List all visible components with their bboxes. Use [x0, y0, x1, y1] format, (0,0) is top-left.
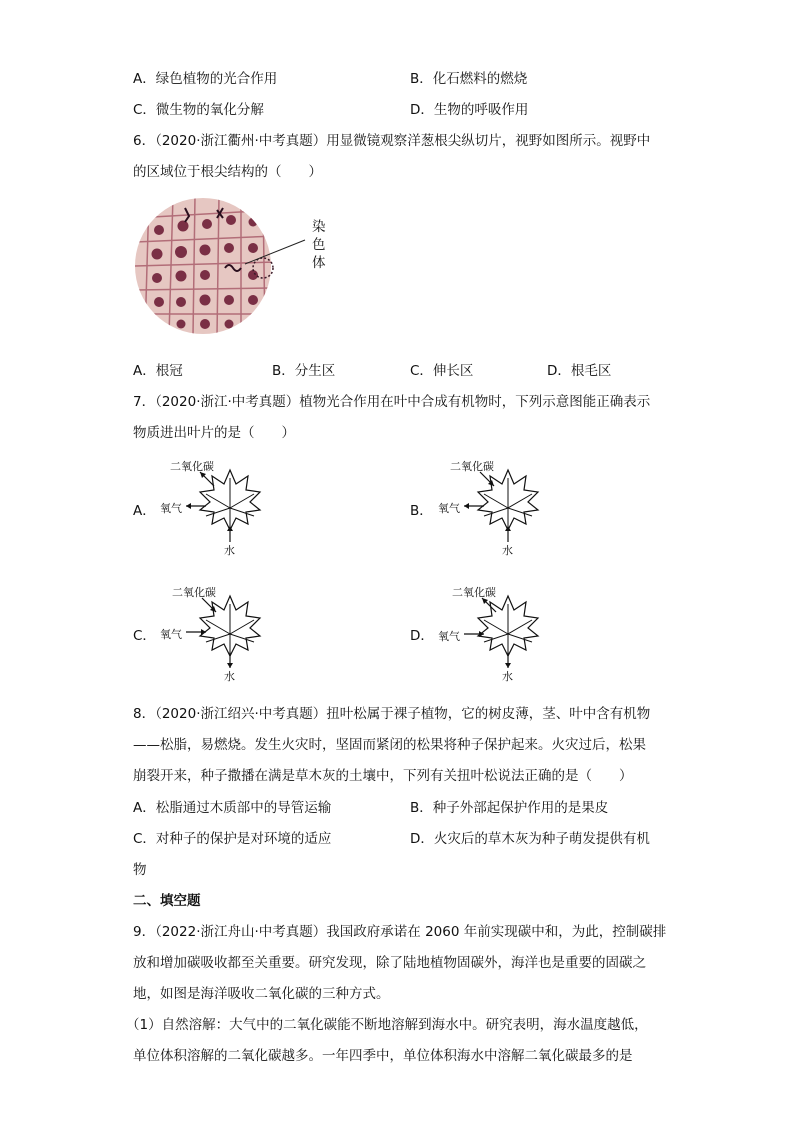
co2-label: 二氧化碳: [172, 586, 216, 599]
q7-option-a-label: A．: [133, 503, 156, 519]
chromosome-label: [312, 218, 326, 272]
co2-label: 二氧化碳: [170, 460, 214, 473]
q6-stem-line2: 的区域位于根尖结构的（ ）: [133, 164, 322, 180]
chromosome-label-char-1: 染: [312, 219, 326, 235]
q9-sub1-line2: 单位体积溶解的二氧化碳越多。一年四季中，单位体积海水中溶解二氧化碳最多的是: [133, 1048, 633, 1064]
q9-sub1-line1: （1）自然溶解：大气中的二氧化碳能不断地溶解到海水中。研究表明，海水温度越低，: [126, 1017, 648, 1033]
o2-label: 氧气: [438, 630, 460, 643]
section-title: 二、填空题: [133, 893, 201, 909]
leaf-diagram-b: [438, 458, 558, 560]
q6-option-d: D．根毛区: [547, 363, 612, 379]
q5-option-d: D．生物的呼吸作用: [410, 102, 529, 118]
water-label: 水: [502, 544, 513, 557]
leaf-d-icon: [438, 584, 558, 686]
q8-option-d-line1: D．火灾后的草木灰为种子萌发提供有机: [410, 831, 650, 847]
chromosome-label-char-3: 体: [312, 255, 326, 271]
q6-option-a: A．根冠: [133, 363, 183, 379]
onion-root-tip-micrograph: [135, 196, 340, 346]
q8-option-b: B．种子外部起保护作用的是果皮: [410, 800, 609, 816]
q6-option-c: C．伸长区: [410, 363, 474, 379]
q8-option-c: C．对种子的保护是对环境的适应: [133, 831, 332, 847]
q8-option-a: A．松脂通过木质部中的导管运输: [133, 800, 332, 816]
q9-stem-line1: 9．（2022·浙江舟山·中考真题）我国政府承诺在 2060 年前实现碳中和，为此，控制碳排: [133, 924, 667, 940]
water-label: 水: [224, 544, 235, 557]
o2-label: 氧气: [160, 628, 182, 641]
q5-option-b: B．化石燃料的燃烧: [410, 71, 528, 87]
o2-label: 氧气: [160, 502, 182, 515]
q8-stem-line3: 崩裂开来，种子撒播在满是草木灰的土壤中，下列有关扭叶松说法正确的是（ ）: [133, 768, 633, 784]
chromosome-label-char-2: 色: [312, 237, 326, 253]
q9-stem-line2: 放和增加碳吸收都至关重要。研究发现，除了陆地植物固碳外，海洋也是重要的固碳之: [133, 955, 646, 971]
microscope-figure: [135, 196, 340, 346]
q8-stem-line1: 8．（2020·浙江绍兴·中考真题）扭叶松属于裸子植物，它的树皮薄，茎、叶中含有机物: [133, 706, 651, 722]
q7-stem-line2: 物质进出叶片的是（ ）: [133, 425, 295, 441]
q9-stem-line3: 地，如图是海洋吸收二氧化碳的三种方式。: [133, 986, 390, 1002]
co2-label: 二氧化碳: [452, 586, 496, 599]
q5-option-c: C．微生物的氧化分解: [133, 102, 264, 118]
leaf-a-icon: [160, 458, 280, 560]
leaf-b-icon: [438, 458, 558, 560]
q7-stem-line1: 7．（2020·浙江·中考真题）植物光合作用在叶中合成有机物时，下列示意图能正确表示: [133, 394, 651, 410]
water-label: 水: [224, 670, 235, 683]
q7-option-c-label: C．: [133, 628, 156, 644]
q8-option-d-line2: 物: [133, 862, 147, 878]
q5-option-a: A．绿色植物的光合作用: [133, 71, 278, 87]
leaf-diagram-c: [160, 584, 280, 686]
leaf-diagram-d: [438, 584, 558, 686]
water-label: 水: [502, 670, 513, 683]
q6-option-b: B．分生区: [272, 363, 336, 379]
co2-label: 二氧化碳: [450, 460, 494, 473]
q6-stem-line1: 6．（2020·浙江衢州·中考真题）用显微镜观察洋葱根尖纵切片，视野如图所示。视野中: [133, 133, 651, 149]
q8-stem-line2: ——松脂，易燃烧。发生火灾时，坚固而紧闭的松果将种子保护起来。火灾过后，松果: [133, 737, 646, 753]
o2-label: 氧气: [438, 502, 460, 515]
leaf-c-icon: [160, 584, 280, 686]
q7-option-b-label: B．: [410, 503, 433, 519]
q7-option-d-label: D．: [410, 628, 434, 644]
leaf-diagram-a: [160, 458, 280, 560]
